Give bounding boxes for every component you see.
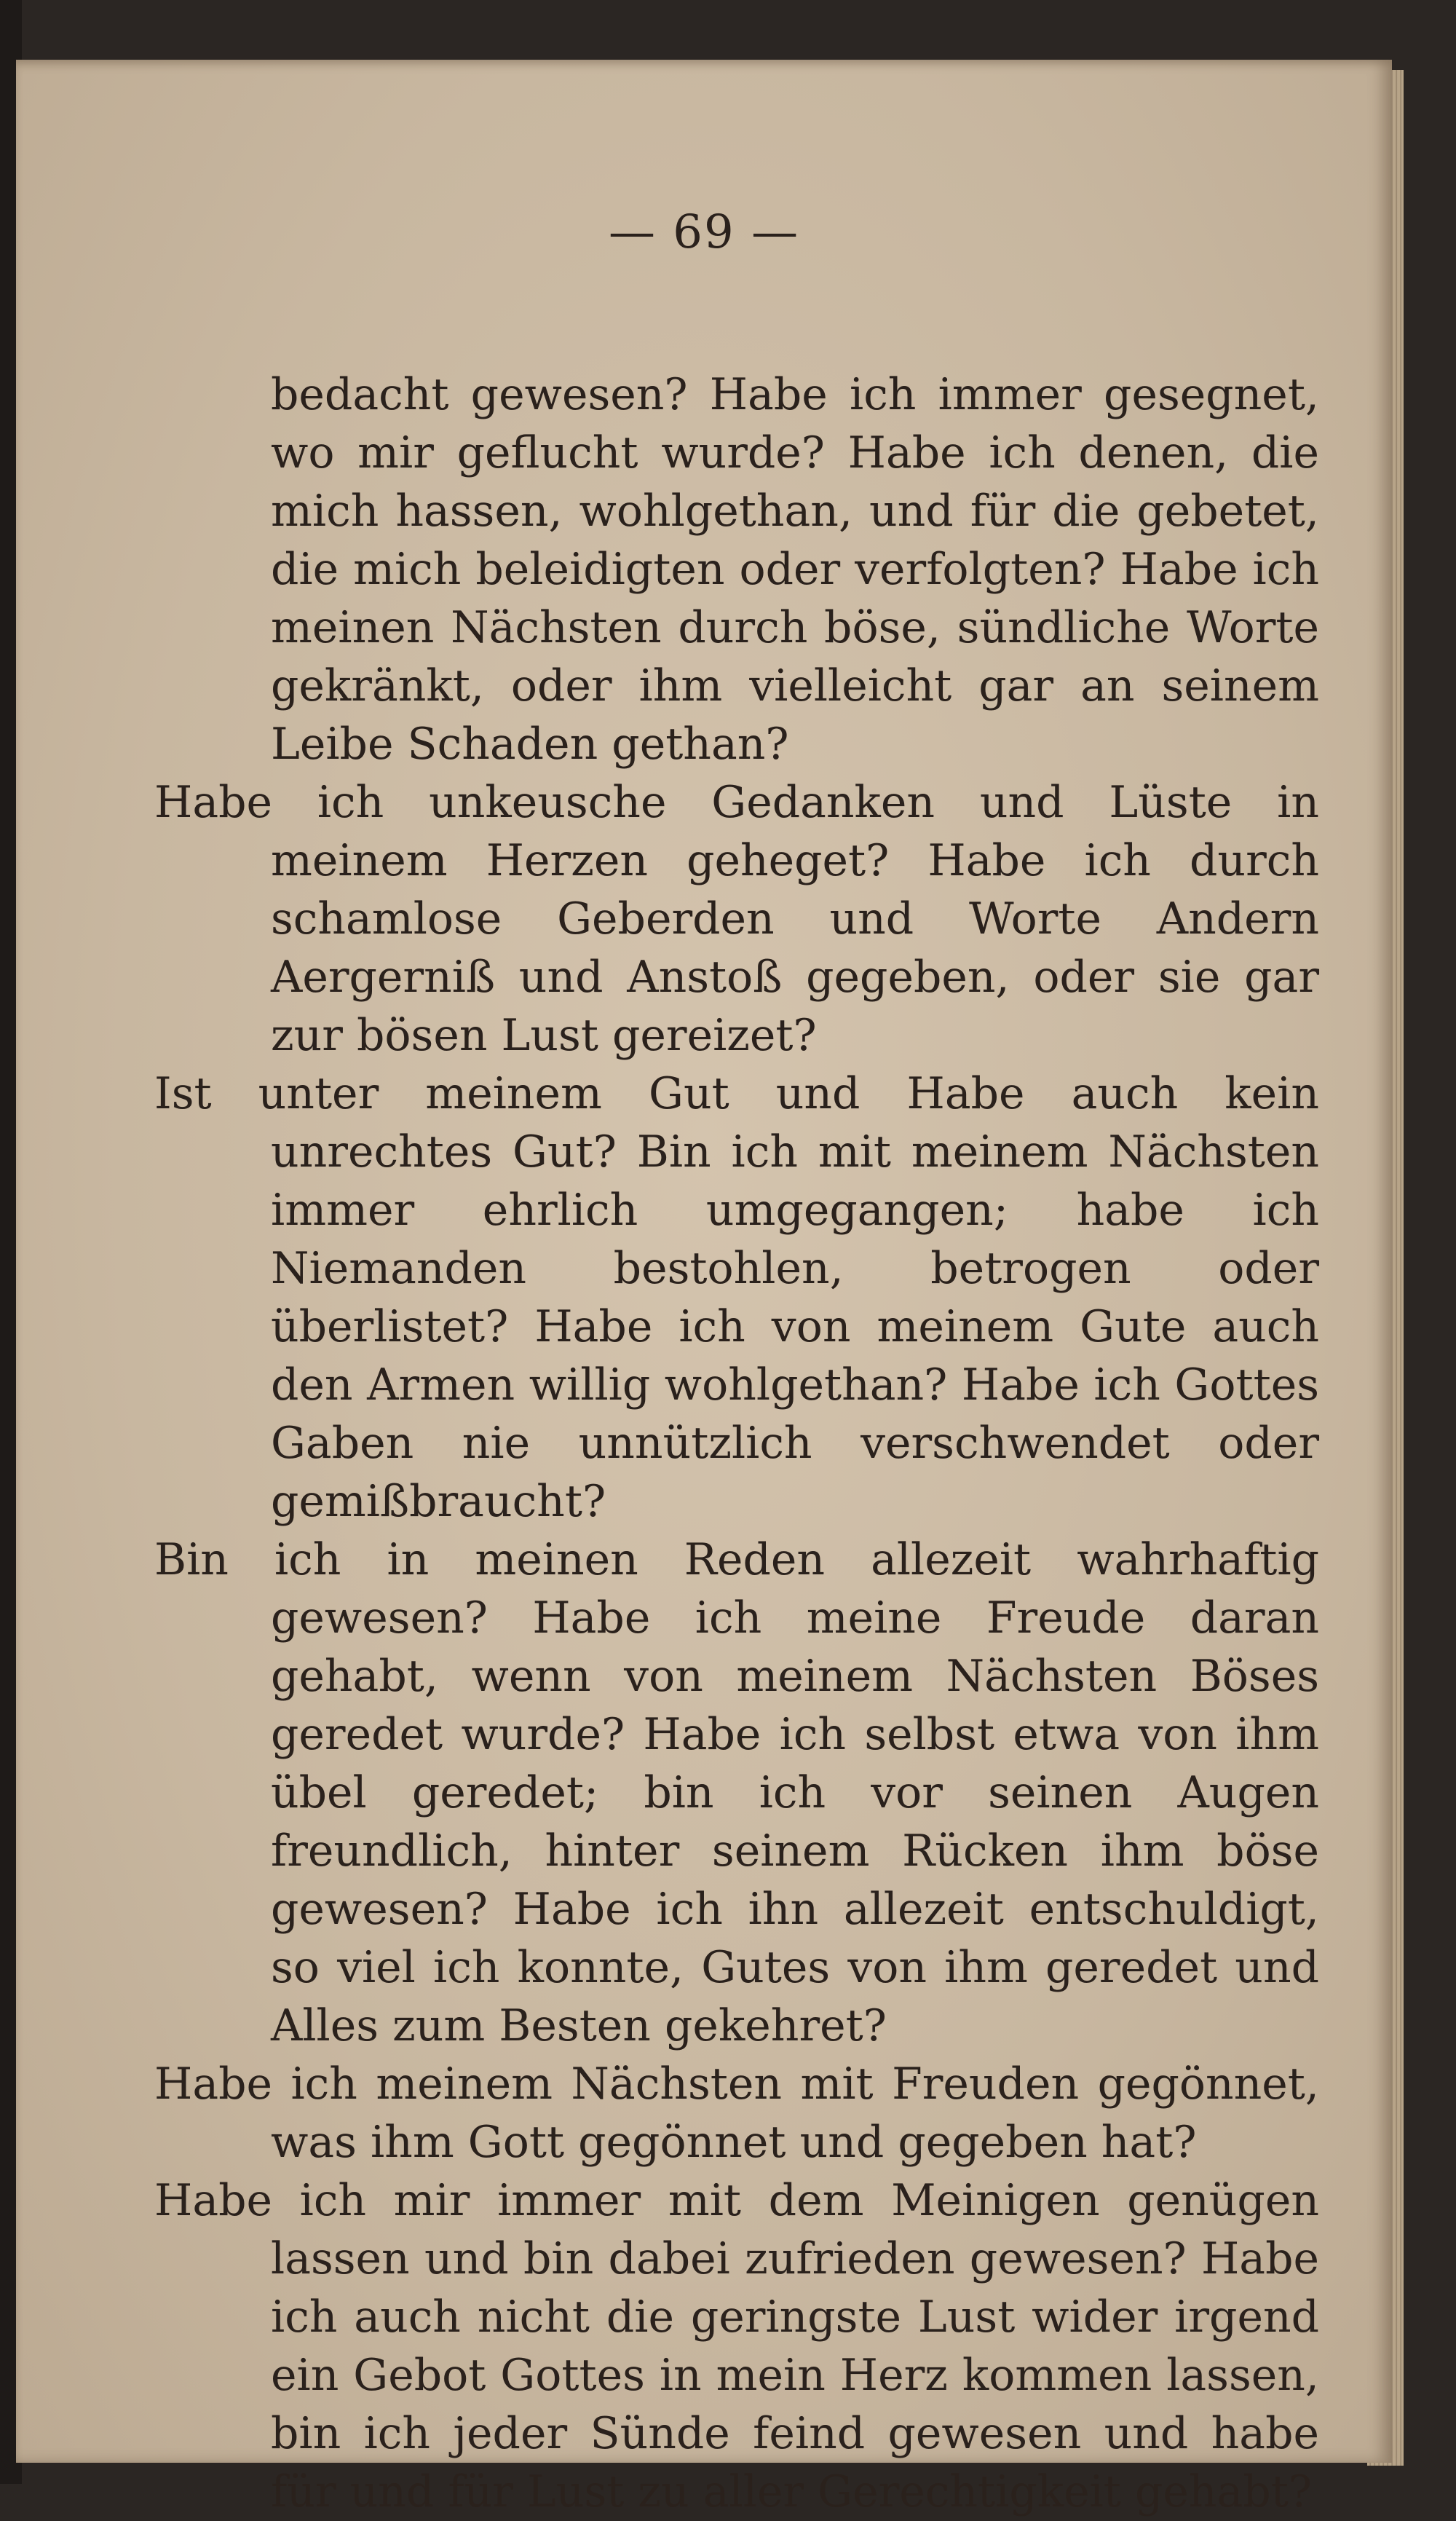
paragraph: Habe ich meinem Nächsten mit Freuden gegönnet, was ihm Gott gegönnet und gegeben hat?: [154, 2059, 1319, 2168]
page-number: — 69 —: [608, 205, 800, 259]
paragraph: Habe ich unkeusche Gedanken und Lüste in meinem Herzen geheget? Habe ich durch schamlose Geberden und Worte Andern Aergerniß und Anstoß gegeben, oder sie gar zur bösen Lust gereizet?: [154, 777, 1319, 1061]
paragraph-continuation: bedacht gewesen? Habe ich immer gesegnet, wo mir geflucht wurde? Habe ich denen, die mich hassen, wohlgethan, und für die gebetet, die mich beleidigten oder verfolgten? Habe ich meinen Nächsten durch böse, sündliche Worte gekränkt, oder ihm vielleicht gar an seinem Leibe Schaden gethan?: [271, 369, 1319, 770]
page-body: [154, 366, 1319, 2521]
book-page: [16, 60, 1392, 2517]
paragraph: Habe ich mir immer mit dem Meinigen genügen lassen und bin dabei zufrieden gewesen? Habe ich auch nicht die geringste Lust wider irgend ein Gebot Gottes in mein Herz kommen lassen, bin ich jeder Sünde feind gewesen und habe für und für Lust zu aller Gerechtigkeit gehabt?: [154, 2175, 1319, 2517]
paragraph: Ist unter meinem Gut und Habe auch kein unrechtes Gut? Bin ich mit meinem Nächsten immer ehrlich umgegangen; habe ich Niemanden bestohlen, betrogen oder überlistet? Habe ich von meinem Gute auch den Armen willig wohlgethan? Habe ich Gottes Gaben nie unnützlich verschwendet oder gemißbraucht?: [154, 1068, 1319, 1527]
paragraph: Bin ich in meinen Reden allezeit wahrhaftig gewesen? Habe ich meine Freude daran gehabt, wenn von meinem Nächsten Böses geredet wurde? Habe ich selbst etwa von ihm übel geredet; bin ich vor seinen Augen freundlich, hinter seinem Rücken ihm böse gewesen? Habe ich ihn allezeit entschuldigt, so viel ich konnte, Gutes von ihm geredet und Alles zum Besten gekehret?: [154, 1534, 1319, 2051]
